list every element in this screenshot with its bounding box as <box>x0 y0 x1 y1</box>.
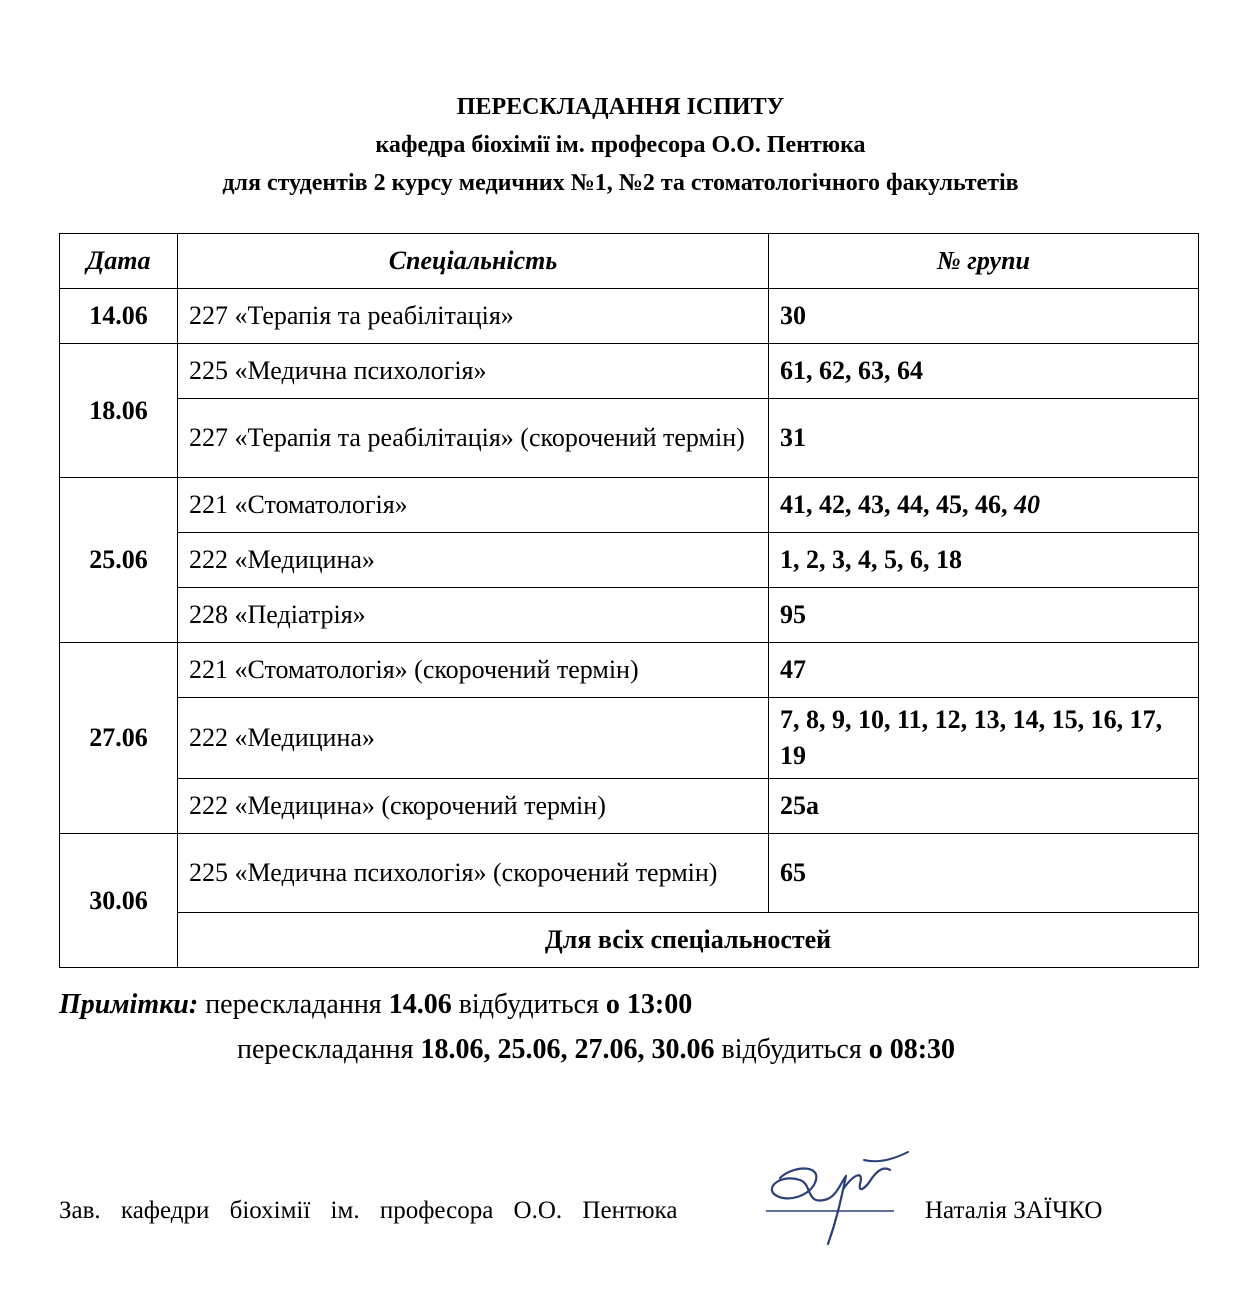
table-row <box>60 913 1199 968</box>
specialty-cell: 228 «Педіатрія» <box>178 588 769 643</box>
handwritten-signature <box>760 1140 920 1255</box>
signatory-position: Зав. кафедри біохімії ім. професора О.О. Пентюка <box>59 1197 678 1224</box>
groups-cell: 47 <box>769 643 1199 698</box>
table-row <box>60 588 1199 643</box>
all-specialties-cell: Для всіх спеціальностей <box>178 913 1199 968</box>
specialty-cell: 227 «Терапія та реабілітація» (скорочений термін) <box>178 399 769 478</box>
groups-extra: 40 <box>1014 490 1040 519</box>
header-specialty: Спеціальність <box>178 234 769 289</box>
notes-label: Примітки: <box>59 989 199 1020</box>
specialty-cell: 222 «Медицина» (скорочений термін) <box>178 779 769 834</box>
schedule-table <box>59 233 1199 968</box>
audience-line: для студентів 2 курсу медичних №1, №2 та стоматологічного факультетів <box>222 170 1019 196</box>
notes-line-1 <box>59 985 692 1025</box>
notes-line2-dates: 18.06, 25.06, 27.06, 30.06 <box>420 1034 715 1065</box>
table-row <box>60 779 1199 834</box>
table-row <box>60 399 1199 478</box>
table-row <box>60 289 1199 344</box>
header-groups: № групи <box>769 234 1199 289</box>
groups-cell: 7, 8, 9, 10, 11, 12, 13, 14, 15, 16, 17, 19 <box>769 698 1199 779</box>
date-cell: 25.06 <box>60 478 178 643</box>
table-row <box>60 478 1199 533</box>
specialty-cell: 221 «Стоматологія» <box>178 478 769 533</box>
notes-line2-time: о 08:30 <box>868 1034 956 1065</box>
notes <box>59 985 692 1025</box>
groups-cell: 61, 62, 63, 64 <box>769 344 1199 399</box>
groups-main: 41, 42, 43, 44, 45, 46, <box>780 490 1008 519</box>
table-header-row <box>60 234 1199 289</box>
table-row <box>60 643 1199 698</box>
department-name: кафедра біохімії ім. професора О.О. Пентюка <box>375 132 866 158</box>
date-cell: 14.06 <box>60 289 178 344</box>
notes-line-2 <box>237 1030 955 1070</box>
groups-cell: 65 <box>769 834 1199 913</box>
table-row <box>60 344 1199 399</box>
specialty-cell: 221 «Стоматологія» (скорочений термін) <box>178 643 769 698</box>
date-cell: 30.06 <box>60 834 178 968</box>
notes-line1-prefix: перескладання <box>205 989 382 1020</box>
header-date: Дата <box>60 234 178 289</box>
groups-cell: 30 <box>769 289 1199 344</box>
date-cell: 27.06 <box>60 643 178 834</box>
notes-line2-middle: відбудиться <box>721 1034 862 1065</box>
document-header <box>0 88 1241 202</box>
specialty-cell: 225 «Медична психологія» <box>178 344 769 399</box>
notes-line1-dates: 14.06 <box>388 989 452 1020</box>
table-row <box>60 533 1199 588</box>
date-cell: 18.06 <box>60 344 178 478</box>
notes-line1-middle: відбудиться <box>458 989 599 1020</box>
groups-cell: 95 <box>769 588 1199 643</box>
notes-line1-time: о 13:00 <box>605 989 693 1020</box>
notes-line2-prefix: перескладання <box>237 1034 414 1065</box>
groups-cell: 25а <box>769 779 1199 834</box>
groups-cell: 1, 2, 3, 4, 5, 6, 18 <box>769 533 1199 588</box>
specialty-cell: 227 «Терапія та реабілітація» <box>178 289 769 344</box>
specialty-cell: 225 «Медична психологія» (скорочений термін) <box>178 834 769 913</box>
specialty-cell: 222 «Медицина» <box>178 533 769 588</box>
groups-cell: 31 <box>769 399 1199 478</box>
table-row <box>60 834 1199 913</box>
signatory-name: Наталія ЗАЇЧКО <box>925 1197 1103 1224</box>
document-title: ПЕРЕСКЛАДАННЯ ІСПИТУ <box>456 94 785 120</box>
specialty-cell: 222 «Медицина» <box>178 698 769 779</box>
groups-cell <box>769 478 1199 533</box>
table-row <box>60 698 1199 779</box>
